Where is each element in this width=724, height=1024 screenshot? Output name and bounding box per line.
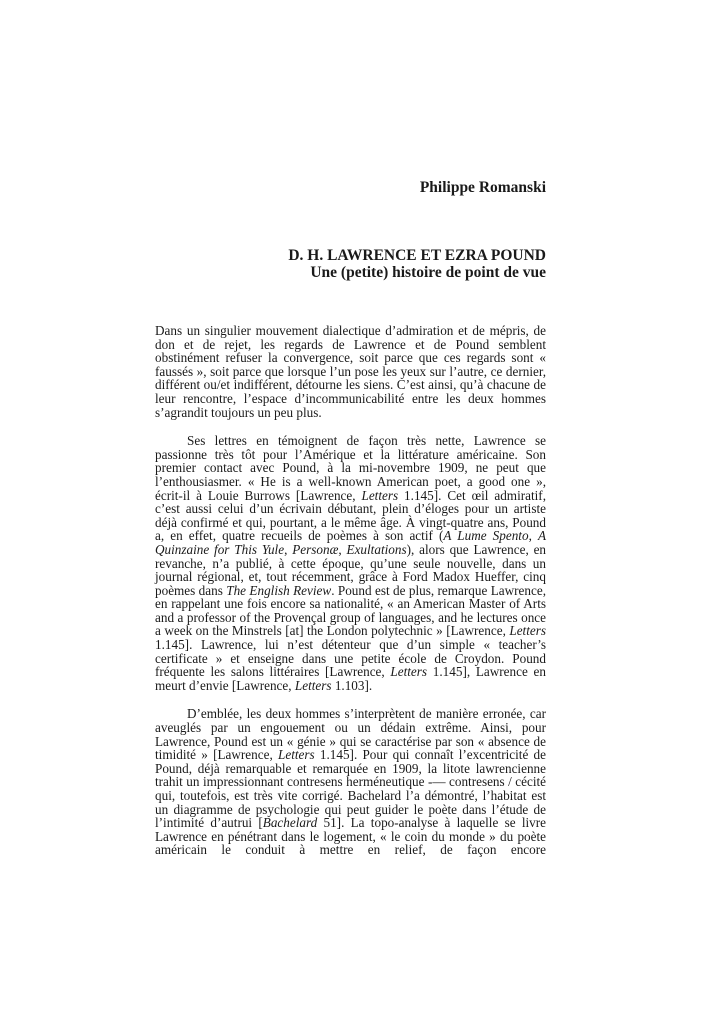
paragraph-2: Ses lettres en témoignent de façon très nette, Lawrence se passionne très tôt pour l’Amérique et la littérature américaine. Son premier contact avec Pound, à la mi-novembre 1909, ne peut que l’enthousiasmer. « He is a well-known American poet, a good one », écrit-il à Louie Burrows [Lawrence, Letters 1.145]. Cet œil admiratif, c’est aussi celui d’un écrivain débutant, plein d’éloges pour un artiste déjà confirmé et qui, pourtant, a le même âge. À vingt-quatre ans, Pound a, en effet, quatre recueils de poèmes à son actif (A Lume Spento, A Quinzaine for This Yule, Personæ, Exultations), alors que Lawrence, en revanche, n’a publié, à cette époque, qu’une seule nouvelle, dans un journal régional, et, tout récemment, grâce à Ford Madox Hueffer, cinq poèmes dans The English Review. Pound est de plus, remarque Lawrence, en rappelant une fois encore sa nationalité, « an American Master of Arts and a professor of the Provençal group of languages, and he lectures once a week on the Minstrels [at] the London polytechnic » [Lawrence, Letters 1.145]. Lawrence, lui n’est détenteur que d’un simple « teacher’s certificate » et enseigne dans une petite école de Croydon. Pound fréquente les salons littéraires [Lawrence, Letters 1.145], Lawrence en meurt d’envie [Lawrence, Letters 1.103]. [155, 433, 547, 693]
citation-letters: Letters [509, 623, 546, 639]
book-title: Personæ [292, 541, 339, 557]
article-subtitle: Une (petite) histoire de point de vue [310, 264, 546, 281]
journal-title: The English Review [226, 582, 332, 598]
citation-letters: Letters [390, 664, 428, 680]
paragraph-3: D’emblée, les deux hommes s’interprètent de manière erronée, car aveuglés par un engouement ou un dédain extrême. Ainsi, pour Lawrence, Pound est un « génie » qui se caractérise par son « absence de timidité » [Lawrence, Letters 1.145]. Pour qui connaît l’excentricité de Pound, déjà remarquable et remarquée en 1909, la litote lawrencienne trahit un impressionnant contresens herméneutique -— contresens / cécité qui, toutefois, est très vite corrigé. Bachelard l’a démontré, l’habitat est un diagramme de psychologie qui peut guider le poète dans l’étude de l’intimité d’autrui [Bachelard 51]. La topo-analyse à laquelle se livre Lawrence en pénétrant dans le logement, « le coin du monde » du poète américain le conduit à mettre en relief, de façon encore [155, 706, 546, 858]
article-title: D. H. LAWRENCE ET EZRA POUND [288, 247, 546, 264]
citation-letters: Letters [278, 747, 315, 763]
paragraph-1: Dans un singulier mouvement dialectique d’admiration et de mépris, de don et de rejet, les regards de Lawrence et de Pound semblent obstinément refuser la convergence, soit parce que ces regards sont « faussés », soit parce que lorsque l’un pose les yeux sur l’autre, ce dernier, différent ou/et indifférent, détourne les siens. C’est ainsi, qu’à chacune de leur rencontre, l’espace d’incommunicabilité entre les deux hommes s’agrandit toujours un peu plus. [155, 323, 546, 420]
book-title: A Lume Spento [443, 528, 529, 544]
book-title: A Quinzaine for This Yule [155, 528, 547, 557]
citation-letters: Letters [361, 487, 399, 503]
article-title-block [288, 247, 546, 281]
book-title: Exultations [346, 541, 407, 557]
citation-letters: Letters [294, 677, 332, 693]
citation-bachelard: Bachelard [262, 815, 318, 831]
article-body [155, 324, 546, 857]
author-name: Philippe Romanski [419, 179, 546, 196]
